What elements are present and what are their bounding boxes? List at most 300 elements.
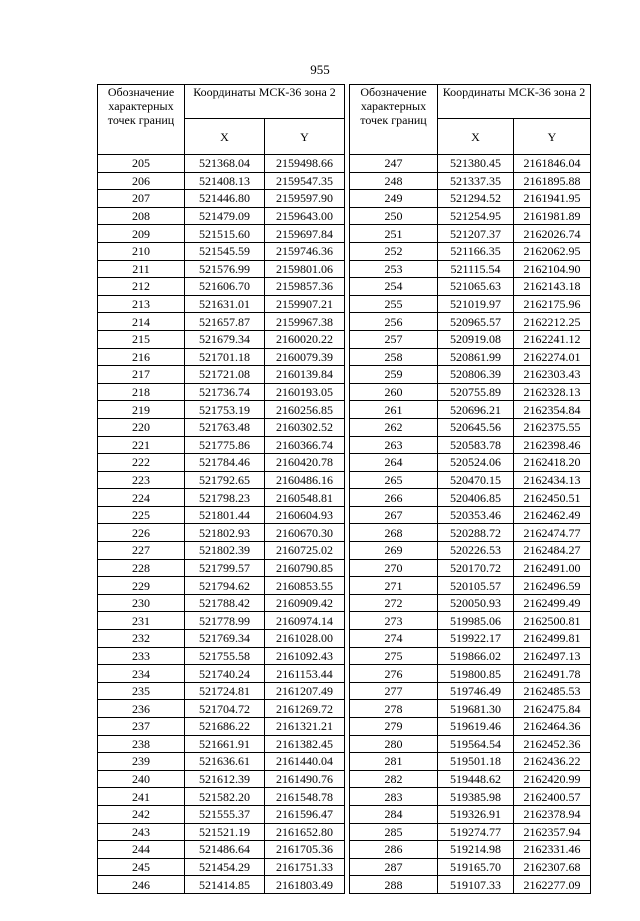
- point-id-cell: 221: [98, 436, 185, 454]
- coordinates-table-right: [349, 84, 591, 894]
- point-id-cell: 285: [350, 823, 438, 841]
- point-id-cell: 281: [350, 753, 438, 771]
- x-coordinate-cell: 521775.86: [185, 436, 265, 454]
- x-coordinate-cell: 521736.74: [185, 383, 265, 401]
- x-coordinate-cell: 521740.24: [185, 665, 265, 683]
- x-coordinate-cell: 521380.45: [438, 155, 514, 173]
- point-id-cell: 223: [98, 471, 185, 489]
- y-coordinate-cell: 2161207.49: [265, 682, 345, 700]
- y-column-header: Y: [265, 119, 345, 155]
- table-row: [98, 542, 345, 560]
- y-coordinate-cell: 2159547.35: [265, 172, 345, 190]
- table-row: [98, 260, 345, 278]
- y-coordinate-cell: 2161652.80: [265, 823, 345, 841]
- table-row: [350, 313, 591, 331]
- point-id-cell: 263: [350, 436, 438, 454]
- x-coordinate-cell: 519448.62: [438, 770, 514, 788]
- y-coordinate-cell: 2162143.18: [514, 278, 591, 296]
- point-id-cell: 271: [350, 577, 438, 595]
- x-coordinate-cell: 521657.87: [185, 313, 265, 331]
- table-row: [350, 454, 591, 472]
- table-row: [350, 577, 591, 595]
- table-row: [350, 366, 591, 384]
- table-row: [98, 436, 345, 454]
- point-id-cell: 243: [98, 823, 185, 841]
- point-id-cell: 214: [98, 313, 185, 331]
- table-row: [350, 753, 591, 771]
- point-id-cell: 218: [98, 383, 185, 401]
- table-row: [350, 278, 591, 296]
- point-id-cell: 230: [98, 594, 185, 612]
- point-id-cell: 239: [98, 753, 185, 771]
- y-coordinate-cell: 2162474.77: [514, 524, 591, 542]
- point-id-cell: 244: [98, 841, 185, 859]
- table-row: [350, 524, 591, 542]
- table-row: [98, 190, 345, 208]
- table-row: [350, 471, 591, 489]
- x-coordinate-cell: 521254.95: [438, 207, 514, 225]
- x-coordinate-cell: 521446.80: [185, 190, 265, 208]
- y-coordinate-cell: 2160548.81: [265, 489, 345, 507]
- y-coordinate-cell: 2160139.84: [265, 366, 345, 384]
- point-id-cell: 211: [98, 260, 185, 278]
- y-coordinate-cell: 2160079.39: [265, 348, 345, 366]
- x-coordinate-cell: 521606.70: [185, 278, 265, 296]
- y-coordinate-cell: 2161440.04: [265, 753, 345, 771]
- table-row: [350, 225, 591, 243]
- x-coordinate-cell: 521802.93: [185, 524, 265, 542]
- point-id-cell: 237: [98, 718, 185, 736]
- coords-column-header: Координаты МСК-36 зона 2: [438, 85, 591, 119]
- x-coordinate-cell: 521753.19: [185, 401, 265, 419]
- x-coordinate-cell: 520696.21: [438, 401, 514, 419]
- table-row: [98, 823, 345, 841]
- y-coordinate-cell: 2162462.49: [514, 506, 591, 524]
- point-id-cell: 283: [350, 788, 438, 806]
- y-coordinate-cell: 2161846.04: [514, 155, 591, 173]
- y-coordinate-cell: 2162491.78: [514, 665, 591, 683]
- point-id-cell: 206: [98, 172, 185, 190]
- table-row: [350, 682, 591, 700]
- table-row: [98, 471, 345, 489]
- x-coordinate-cell: 521721.08: [185, 366, 265, 384]
- table-row: [98, 348, 345, 366]
- table-row: [98, 630, 345, 648]
- x-coordinate-cell: 519866.02: [438, 647, 514, 665]
- table-row: [98, 876, 345, 894]
- table-row: [98, 647, 345, 665]
- x-coordinate-cell: 521636.61: [185, 753, 265, 771]
- point-id-cell: 232: [98, 630, 185, 648]
- point-id-cell: 254: [350, 278, 438, 296]
- point-id-cell: 265: [350, 471, 438, 489]
- point-id-cell: 260: [350, 383, 438, 401]
- table-row: [350, 383, 591, 401]
- y-coordinate-cell: 2162420.99: [514, 770, 591, 788]
- x-coordinate-cell: 521612.39: [185, 770, 265, 788]
- point-id-cell: 284: [350, 805, 438, 823]
- table-row: [98, 313, 345, 331]
- table-row: [98, 506, 345, 524]
- x-coordinate-cell: 521555.37: [185, 805, 265, 823]
- table-row: [350, 700, 591, 718]
- table-row: [98, 858, 345, 876]
- y-coordinate-cell: 2162375.55: [514, 418, 591, 436]
- y-coordinate-cell: 2162062.95: [514, 242, 591, 260]
- table-row: [350, 718, 591, 736]
- y-coordinate-cell: 2162357.94: [514, 823, 591, 841]
- x-coordinate-cell: 521337.35: [438, 172, 514, 190]
- table-row: [98, 401, 345, 419]
- y-coordinate-cell: 2162026.74: [514, 225, 591, 243]
- point-id-cell: 225: [98, 506, 185, 524]
- point-id-cell: 228: [98, 559, 185, 577]
- table-row: [350, 612, 591, 630]
- y-coordinate-cell: 2160420.78: [265, 454, 345, 472]
- x-coordinate-cell: 521755.58: [185, 647, 265, 665]
- point-id-cell: 222: [98, 454, 185, 472]
- x-coordinate-cell: 519107.33: [438, 876, 514, 894]
- y-coordinate-cell: 2161382.45: [265, 735, 345, 753]
- table-row: [350, 841, 591, 859]
- table-row: [350, 858, 591, 876]
- table-row: [98, 577, 345, 595]
- y-coordinate-cell: 2162496.59: [514, 577, 591, 595]
- point-id-cell: 277: [350, 682, 438, 700]
- y-coordinate-cell: 2160366.74: [265, 436, 345, 454]
- x-coordinate-cell: 521794.62: [185, 577, 265, 595]
- x-coordinate-cell: 520050.93: [438, 594, 514, 612]
- y-coordinate-cell: 2159746.36: [265, 242, 345, 260]
- x-coordinate-cell: 519165.70: [438, 858, 514, 876]
- point-id-cell: 241: [98, 788, 185, 806]
- y-coordinate-cell: 2161092.43: [265, 647, 345, 665]
- point-id-cell: 252: [350, 242, 438, 260]
- table-row: [98, 665, 345, 683]
- y-coordinate-cell: 2159697.84: [265, 225, 345, 243]
- table-row: [350, 876, 591, 894]
- y-coordinate-cell: 2160256.85: [265, 401, 345, 419]
- table-row: [98, 489, 345, 507]
- y-coordinate-cell: 2161596.47: [265, 805, 345, 823]
- table-row: [350, 489, 591, 507]
- x-coordinate-cell: 519274.77: [438, 823, 514, 841]
- y-coordinate-cell: 2162500.81: [514, 612, 591, 630]
- table-row: [350, 295, 591, 313]
- x-coordinate-cell: 521679.34: [185, 330, 265, 348]
- point-id-cell: 282: [350, 770, 438, 788]
- point-id-cell: 240: [98, 770, 185, 788]
- point-id-cell: 236: [98, 700, 185, 718]
- point-id-cell: 227: [98, 542, 185, 560]
- y-coordinate-cell: 2162436.22: [514, 753, 591, 771]
- x-coordinate-cell: 521801.44: [185, 506, 265, 524]
- x-coordinate-cell: 521368.04: [185, 155, 265, 173]
- y-coordinate-cell: 2162400.57: [514, 788, 591, 806]
- point-id-cell: 267: [350, 506, 438, 524]
- table-row: [98, 788, 345, 806]
- y-coordinate-cell: 2161941.95: [514, 190, 591, 208]
- x-coordinate-cell: 521019.97: [438, 295, 514, 313]
- table-row: [350, 770, 591, 788]
- point-id-cell: 258: [350, 348, 438, 366]
- y-column-header: Y: [514, 119, 591, 155]
- table-row: [98, 172, 345, 190]
- table-row: [350, 418, 591, 436]
- x-coordinate-cell: 521207.37: [438, 225, 514, 243]
- y-coordinate-cell: 2160302.52: [265, 418, 345, 436]
- y-coordinate-cell: 2160790.85: [265, 559, 345, 577]
- x-coordinate-cell: 520645.56: [438, 418, 514, 436]
- y-coordinate-cell: 2162499.81: [514, 630, 591, 648]
- table-row: [98, 718, 345, 736]
- y-coordinate-cell: 2162212.25: [514, 313, 591, 331]
- point-id-cell: 270: [350, 559, 438, 577]
- point-id-cell: 278: [350, 700, 438, 718]
- y-coordinate-cell: 2161028.00: [265, 630, 345, 648]
- table-row: [98, 700, 345, 718]
- point-id-cell: 219: [98, 401, 185, 419]
- y-coordinate-cell: 2159857.36: [265, 278, 345, 296]
- y-coordinate-cell: 2161705.36: [265, 841, 345, 859]
- table-row: [350, 207, 591, 225]
- table-row: [98, 155, 345, 173]
- y-coordinate-cell: 2159967.38: [265, 313, 345, 331]
- y-coordinate-cell: 2162464.36: [514, 718, 591, 736]
- x-coordinate-cell: 521065.63: [438, 278, 514, 296]
- x-coordinate-cell: 520583.78: [438, 436, 514, 454]
- table-row: [98, 225, 345, 243]
- point-id-cell: 224: [98, 489, 185, 507]
- x-coordinate-cell: 520919.08: [438, 330, 514, 348]
- table-row: [98, 278, 345, 296]
- table-row: [350, 506, 591, 524]
- x-coordinate-cell: 521582.20: [185, 788, 265, 806]
- x-coordinate-cell: 519922.17: [438, 630, 514, 648]
- point-id-cell: 266: [350, 489, 438, 507]
- x-coordinate-cell: 521631.01: [185, 295, 265, 313]
- x-coordinate-cell: 521778.99: [185, 612, 265, 630]
- y-coordinate-cell: 2162303.43: [514, 366, 591, 384]
- table-row: [350, 260, 591, 278]
- y-coordinate-cell: 2162307.68: [514, 858, 591, 876]
- point-id-cell: 253: [350, 260, 438, 278]
- table-row: [98, 524, 345, 542]
- point-id-cell: 220: [98, 418, 185, 436]
- x-coordinate-cell: 521515.60: [185, 225, 265, 243]
- x-coordinate-cell: 521521.19: [185, 823, 265, 841]
- y-coordinate-cell: 2161490.76: [265, 770, 345, 788]
- point-id-cell: 274: [350, 630, 438, 648]
- table-row: [98, 454, 345, 472]
- table-row: [350, 542, 591, 560]
- table-body-left: [98, 155, 345, 894]
- table-row: [98, 805, 345, 823]
- point-id-cell: 216: [98, 348, 185, 366]
- x-coordinate-cell: 520170.72: [438, 559, 514, 577]
- table-row: [350, 735, 591, 753]
- y-coordinate-cell: 2159498.66: [265, 155, 345, 173]
- point-id-cell: 207: [98, 190, 185, 208]
- table-row: [98, 242, 345, 260]
- x-coordinate-cell: 519326.91: [438, 805, 514, 823]
- point-id-cell: 238: [98, 735, 185, 753]
- point-id-cell: 251: [350, 225, 438, 243]
- point-column-header: Обозначение характерных точек границ: [350, 85, 438, 155]
- point-id-cell: 205: [98, 155, 185, 173]
- y-coordinate-cell: 2162499.49: [514, 594, 591, 612]
- x-column-header: X: [185, 119, 265, 155]
- x-coordinate-cell: 520353.46: [438, 506, 514, 524]
- x-coordinate-cell: 521769.34: [185, 630, 265, 648]
- x-coordinate-cell: 521686.22: [185, 718, 265, 736]
- point-id-cell: 234: [98, 665, 185, 683]
- point-id-cell: 210: [98, 242, 185, 260]
- coords-column-header: Координаты МСК-36 зона 2: [185, 85, 345, 119]
- x-coordinate-cell: 520105.57: [438, 577, 514, 595]
- y-coordinate-cell: 2161751.33: [265, 858, 345, 876]
- y-coordinate-cell: 2160974.14: [265, 612, 345, 630]
- x-coordinate-cell: 521788.42: [185, 594, 265, 612]
- point-id-cell: 288: [350, 876, 438, 894]
- point-id-cell: 249: [350, 190, 438, 208]
- y-coordinate-cell: 2162104.90: [514, 260, 591, 278]
- y-coordinate-cell: 2161153.44: [265, 665, 345, 683]
- y-coordinate-cell: 2160853.55: [265, 577, 345, 595]
- x-coordinate-cell: 521802.39: [185, 542, 265, 560]
- table-row: [350, 823, 591, 841]
- y-coordinate-cell: 2161803.49: [265, 876, 345, 894]
- x-coordinate-cell: 520755.89: [438, 383, 514, 401]
- point-id-cell: 242: [98, 805, 185, 823]
- point-id-cell: 286: [350, 841, 438, 859]
- point-id-cell: 257: [350, 330, 438, 348]
- x-coordinate-cell: 519619.46: [438, 718, 514, 736]
- table-row: [98, 330, 345, 348]
- point-id-cell: 247: [350, 155, 438, 173]
- point-id-cell: 229: [98, 577, 185, 595]
- x-column-header: X: [438, 119, 514, 155]
- x-coordinate-cell: 520470.15: [438, 471, 514, 489]
- x-coordinate-cell: 521661.91: [185, 735, 265, 753]
- x-coordinate-cell: 519746.49: [438, 682, 514, 700]
- y-coordinate-cell: 2161321.21: [265, 718, 345, 736]
- x-coordinate-cell: 521724.81: [185, 682, 265, 700]
- point-id-cell: 269: [350, 542, 438, 560]
- y-coordinate-cell: 2162274.01: [514, 348, 591, 366]
- y-coordinate-cell: 2162450.51: [514, 489, 591, 507]
- table-row: [98, 295, 345, 313]
- y-coordinate-cell: 2160725.02: [265, 542, 345, 560]
- point-id-cell: 272: [350, 594, 438, 612]
- x-coordinate-cell: 519564.54: [438, 735, 514, 753]
- table-row: [98, 559, 345, 577]
- y-coordinate-cell: 2160670.30: [265, 524, 345, 542]
- y-coordinate-cell: 2159597.90: [265, 190, 345, 208]
- y-coordinate-cell: 2160604.93: [265, 506, 345, 524]
- y-coordinate-cell: 2159907.21: [265, 295, 345, 313]
- x-coordinate-cell: 521763.48: [185, 418, 265, 436]
- x-coordinate-cell: 520861.99: [438, 348, 514, 366]
- point-id-cell: 217: [98, 366, 185, 384]
- table-body-right: [350, 155, 591, 894]
- x-coordinate-cell: 521798.23: [185, 489, 265, 507]
- table-row: [98, 594, 345, 612]
- x-coordinate-cell: 519501.18: [438, 753, 514, 771]
- point-id-cell: 261: [350, 401, 438, 419]
- point-id-cell: 226: [98, 524, 185, 542]
- point-id-cell: 231: [98, 612, 185, 630]
- point-id-cell: 235: [98, 682, 185, 700]
- point-id-cell: 262: [350, 418, 438, 436]
- x-coordinate-cell: 519985.06: [438, 612, 514, 630]
- table-row: [350, 242, 591, 260]
- table-row: [350, 401, 591, 419]
- point-id-cell: 250: [350, 207, 438, 225]
- x-coordinate-cell: 521408.13: [185, 172, 265, 190]
- point-id-cell: 245: [98, 858, 185, 876]
- x-coordinate-cell: 520226.53: [438, 542, 514, 560]
- table-row: [350, 647, 591, 665]
- table-row: [350, 190, 591, 208]
- point-id-cell: 212: [98, 278, 185, 296]
- table-row: [98, 735, 345, 753]
- x-coordinate-cell: 520806.39: [438, 366, 514, 384]
- y-coordinate-cell: 2160909.42: [265, 594, 345, 612]
- table-row: [98, 841, 345, 859]
- y-coordinate-cell: 2159643.00: [265, 207, 345, 225]
- table-row: [98, 612, 345, 630]
- table-row: [350, 594, 591, 612]
- x-coordinate-cell: 521701.18: [185, 348, 265, 366]
- x-coordinate-cell: 521704.72: [185, 700, 265, 718]
- x-coordinate-cell: 519214.98: [438, 841, 514, 859]
- point-id-cell: 264: [350, 454, 438, 472]
- y-coordinate-cell: 2161548.78: [265, 788, 345, 806]
- x-coordinate-cell: 520524.06: [438, 454, 514, 472]
- table-row: [98, 753, 345, 771]
- table-row: [350, 805, 591, 823]
- x-coordinate-cell: 520965.57: [438, 313, 514, 331]
- point-id-cell: 276: [350, 665, 438, 683]
- point-id-cell: 280: [350, 735, 438, 753]
- x-coordinate-cell: 520406.85: [438, 489, 514, 507]
- y-coordinate-cell: 2162398.46: [514, 436, 591, 454]
- x-coordinate-cell: 519681.30: [438, 700, 514, 718]
- x-coordinate-cell: 521486.64: [185, 841, 265, 859]
- point-id-cell: 213: [98, 295, 185, 313]
- point-id-cell: 268: [350, 524, 438, 542]
- y-coordinate-cell: 2159801.06: [265, 260, 345, 278]
- page-number: 955: [310, 62, 330, 77]
- table-row: [350, 330, 591, 348]
- point-column-header: Обозначение характерных точек границ: [98, 85, 185, 155]
- point-id-cell: 279: [350, 718, 438, 736]
- y-coordinate-cell: 2162175.96: [514, 295, 591, 313]
- y-coordinate-cell: 2162497.13: [514, 647, 591, 665]
- table-row: [98, 207, 345, 225]
- table-row: [350, 788, 591, 806]
- y-coordinate-cell: 2162378.94: [514, 805, 591, 823]
- x-coordinate-cell: 519800.85: [438, 665, 514, 683]
- y-coordinate-cell: 2160486.16: [265, 471, 345, 489]
- x-coordinate-cell: 521115.54: [438, 260, 514, 278]
- y-coordinate-cell: 2160193.05: [265, 383, 345, 401]
- y-coordinate-cell: 2160020.22: [265, 330, 345, 348]
- x-coordinate-cell: 519385.98: [438, 788, 514, 806]
- x-coordinate-cell: 521294.52: [438, 190, 514, 208]
- table-row: [350, 155, 591, 173]
